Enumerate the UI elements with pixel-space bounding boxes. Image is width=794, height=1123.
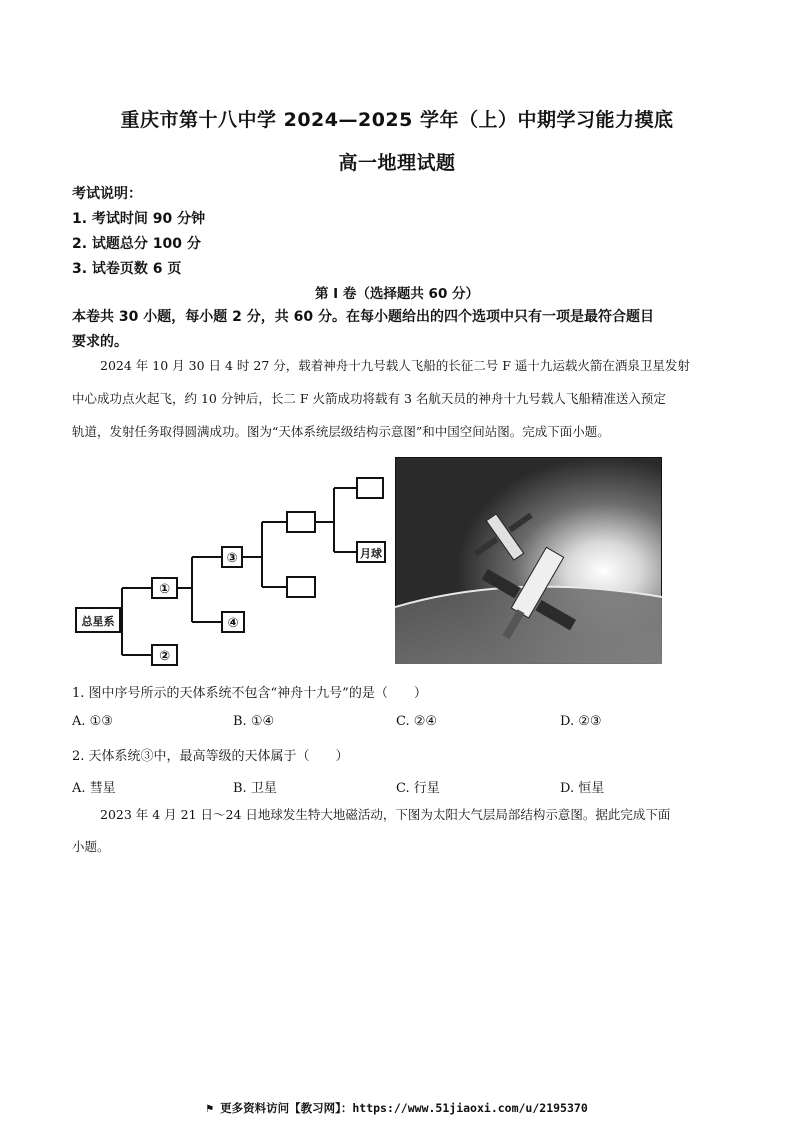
passage1-line: 中心成功点火起飞，约 10 分钟后，长二 F 火箭成功将载有 3 名航天员的神舟十九号载人飞船精准送入预定 xyxy=(72,391,666,406)
passage1-line: 2024 年 10 月 30 日 4 时 27 分，载着神舟十九号载人飞船的长征二号 F 遥十九运载火箭在酒泉卫星发射 xyxy=(100,358,690,373)
node-1-label: ① xyxy=(158,582,171,597)
footer-text: 更多资料访问【教习网】：https://www.51jiaoxi.com/u/2195370 xyxy=(220,1101,588,1115)
document-title: 重庆市第十八中学 2024—2025 学年（上）中期学习能力摸底 xyxy=(120,109,674,131)
root-label: 总星系 xyxy=(81,615,115,628)
question-1-option-c[interactable]: C. ②④ xyxy=(396,714,438,729)
document-subtitle: 高一地理试题 xyxy=(338,152,456,174)
flag-icon: ⚑ xyxy=(206,1101,221,1115)
exam-note-item: 3. 试卷页数 6 页 xyxy=(72,261,182,277)
passage2-line: 小题。 xyxy=(72,839,110,854)
question-1-option-d[interactable]: D. ②③ xyxy=(560,714,602,729)
node-4-label: ④ xyxy=(227,616,239,631)
node-3-label: ③ xyxy=(226,551,238,566)
question-1-option-a[interactable]: A. ①③ xyxy=(72,714,113,729)
exam-notes-heading: 考试说明： xyxy=(72,186,142,202)
question-1-stem: 1. 图中序号所示的天体系统不包含“神舟十九号”的是（ ） xyxy=(72,686,427,701)
section-instruction-cont: 要求的。 xyxy=(72,334,128,350)
passage1-line: 轨道，发射任务取得圆满成功。图为“天体系统层级结构示意图”和中国空间站图。完成下面小题。 xyxy=(72,424,610,439)
question-2-option-a[interactable]: A. 彗星 xyxy=(72,781,116,796)
passage2-line: 2023 年 4 月 21 日～24 日地球发生特大地磁活动，下图为太阳大气层局部结构示意图。据此完成下面 xyxy=(100,807,671,822)
blank-node-box xyxy=(287,577,315,597)
question-2-option-b[interactable]: B. 卫星 xyxy=(233,781,277,796)
section-title: 第 I 卷（选择题共 60 分） xyxy=(314,286,480,302)
blank-node-box xyxy=(287,512,315,532)
footer-link[interactable] xyxy=(0,1100,794,1116)
exam-note-item: 1. 考试时间 90 分钟 xyxy=(72,211,206,227)
node-2-label: ② xyxy=(158,649,171,664)
moon-label: 月球 xyxy=(360,547,382,560)
question-2-stem: 2. 天体系统③中，最高等级的天体属于（ ） xyxy=(72,749,349,764)
question-2-option-d[interactable]: D. 恒星 xyxy=(560,781,605,796)
section-instruction: 本卷共 30 小题，每小题 2 分，共 60 分。在每小题给出的四个选项中只有一项是最符合题目 xyxy=(72,309,654,325)
celestial-hierarchy-diagram xyxy=(72,470,392,670)
exam-note-item: 2. 试题总分 100 分 xyxy=(72,236,201,252)
question-1-option-b[interactable]: B. ①④ xyxy=(233,714,275,729)
question-2-option-c[interactable]: C. 行星 xyxy=(396,781,440,796)
space-station-photo xyxy=(395,457,662,664)
blank-node-box xyxy=(357,478,383,498)
